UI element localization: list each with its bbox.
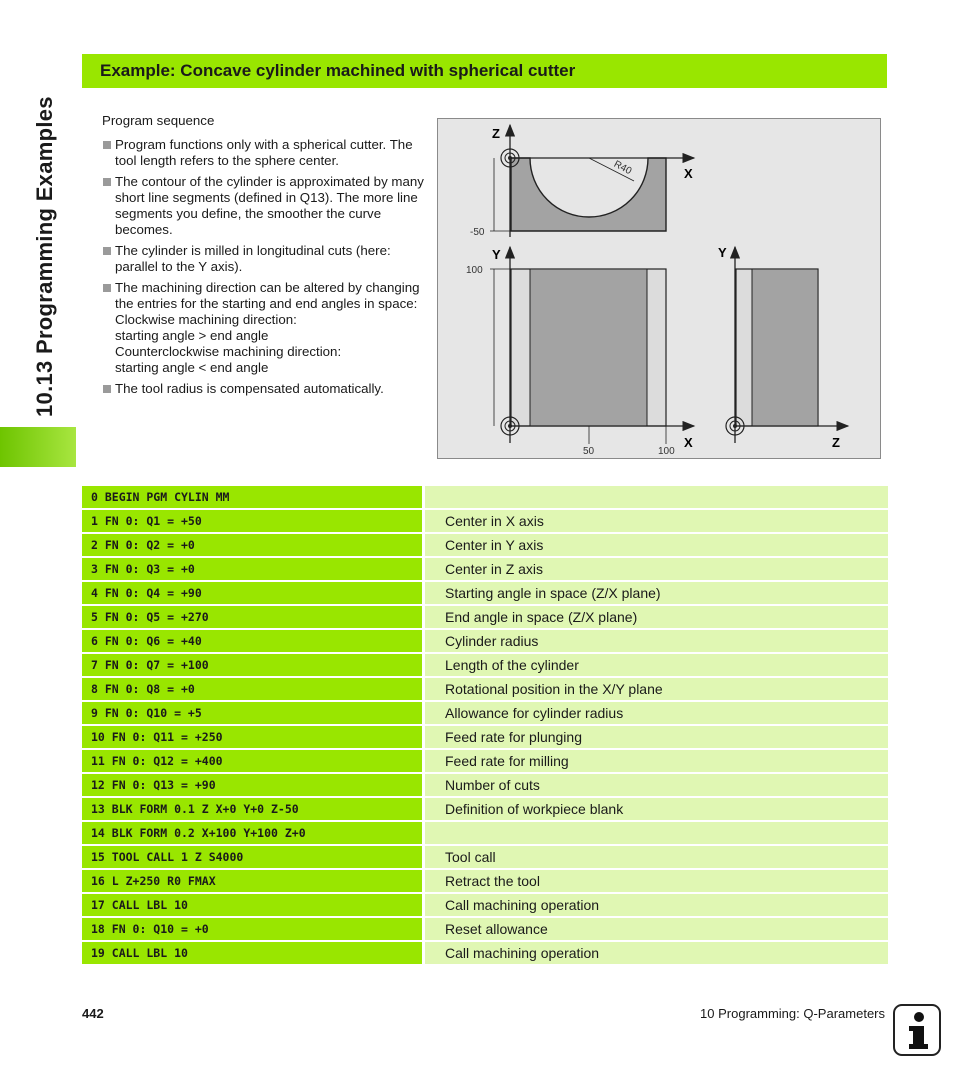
intro-text [102,113,424,402]
program-row [82,606,888,628]
program-row [82,510,888,532]
bullet-item [102,381,424,397]
front-view-cut [530,269,647,426]
program-description: Call machining operation [425,894,888,916]
program-row [82,726,888,748]
top-z-label: Z [492,126,500,141]
program-code: 10 FN 0: Q11 = +250 [82,726,422,748]
program-code: 9 FN 0: Q10 = +5 [82,702,422,724]
program-code: 8 FN 0: Q8 = +0 [82,678,422,700]
program-description: Reset allowance [425,918,888,940]
program-row [82,918,888,940]
nc-program-listing [82,486,888,966]
info-icon-glyph [895,1006,939,1054]
program-row [82,942,888,964]
top-origin-dot [508,156,512,160]
program-row [82,702,888,724]
bullet-item [102,137,424,169]
program-description: Center in Z axis [425,558,888,580]
front-x-label: X [684,435,693,450]
top-view-part [511,158,666,231]
side-view-cut [752,269,818,426]
program-code: 2 FN 0: Q2 = +0 [82,534,422,556]
program-description: Definition of workpiece blank [425,798,888,820]
program-row [82,654,888,676]
bullet-item [102,243,424,275]
program-description: End angle in space (Z/X plane) [425,606,888,628]
program-row [82,870,888,892]
program-code: 12 FN 0: Q13 = +90 [82,774,422,796]
program-description: Call machining operation [425,942,888,964]
info-icon [893,1004,941,1056]
bullet-item [102,174,424,238]
program-code: 7 FN 0: Q7 = +100 [82,654,422,676]
dim-x-end-label: 100 [658,446,675,457]
program-row [82,774,888,796]
depth-label: -50 [470,227,485,238]
page-number: 442 [82,1006,104,1021]
bullet-text: Program functions only with a spherical cutter. The tool length refers to the sphere center. [115,137,413,168]
program-code: 5 FN 0: Q5 = +270 [82,606,422,628]
bullet-text: The contour of the cylinder is approximated by many short line segments (defined in Q13). The more line segments you define, the smoother the curve becomes. [115,174,424,237]
side-y-label: Y [718,245,727,260]
program-description: Center in X axis [425,510,888,532]
dim-x-mid-label: 50 [583,446,595,457]
top-x-label: X [684,166,693,181]
program-row [82,534,888,556]
chapter-tab-marker [0,427,76,467]
program-description: Retract the tool [425,870,888,892]
program-description: Tool call [425,846,888,868]
program-description: Cylinder radius [425,630,888,652]
program-description [425,822,888,844]
program-row [82,822,888,844]
program-code: 3 FN 0: Q3 = +0 [82,558,422,580]
drawing-svg [438,119,880,458]
program-code: 13 BLK FORM 0.1 Z X+0 Y+0 Z-50 [82,798,422,820]
program-row [82,486,888,508]
program-sequence-label: Program sequence [102,113,215,128]
program-code: 1 FN 0: Q1 = +50 [82,510,422,532]
radius-label: R40 [611,158,634,178]
program-row [82,558,888,580]
bullet-text: The cylinder is milled in longitudinal cuts (here: parallel to the Y axis). [115,243,391,274]
program-description: Length of the cylinder [425,654,888,676]
program-row [82,798,888,820]
bullet-subline: Clockwise machining direction: [115,312,297,327]
program-description: Starting angle in space (Z/X plane) [425,582,888,604]
front-origin-dot [508,424,512,428]
program-description: Feed rate for plunging [425,726,888,748]
program-code: 17 CALL LBL 10 [82,894,422,916]
program-code: 19 CALL LBL 10 [82,942,422,964]
dim-y-label: 100 [466,265,483,276]
bullet-text: The tool radius is compensated automatically. [115,381,384,396]
program-code: 18 FN 0: Q10 = +0 [82,918,422,940]
program-code: 15 TOOL CALL 1 Z S4000 [82,846,422,868]
program-description: Center in Y axis [425,534,888,556]
section-title: Example: Concave cylinder machined with spherical cutter [100,61,576,80]
program-row [82,582,888,604]
footer-chapter: 10 Programming: Q-Parameters [700,1006,885,1021]
technical-drawing [437,118,881,459]
program-code: 4 FN 0: Q4 = +90 [82,582,422,604]
bullet-text: The machining direction can be altered by changing the entries for the starting and end angles in space: [115,280,420,311]
program-row [82,678,888,700]
program-code: 0 BEGIN PGM CYLIN MM [82,486,422,508]
bullet-subline: Counterclockwise machining direction: [115,344,342,359]
bullet-subline: starting angle > end angle [115,328,269,343]
program-code: 11 FN 0: Q12 = +400 [82,750,422,772]
program-row [82,846,888,868]
front-y-label: Y [492,247,501,262]
program-code: 14 BLK FORM 0.2 X+100 Y+100 Z+0 [82,822,422,844]
bullet-subline: starting angle < end angle [115,360,269,375]
program-code: 6 FN 0: Q6 = +40 [82,630,422,652]
program-description [425,486,888,508]
program-row [82,630,888,652]
side-chapter-title-text: 10.13 Programming Examples [32,96,57,417]
section-header [82,54,887,88]
program-row [82,894,888,916]
program-code: 16 L Z+250 R0 FMAX [82,870,422,892]
program-description: Feed rate for milling [425,750,888,772]
program-description: Allowance for cylinder radius [425,702,888,724]
program-row [82,750,888,772]
program-description: Rotational position in the X/Y plane [425,678,888,700]
side-z-label: Z [832,435,840,450]
program-description: Number of cuts [425,774,888,796]
bullet-item [102,280,424,376]
side-origin-dot [733,424,737,428]
side-chapter-title [28,52,58,417]
bullet-list [102,137,424,397]
